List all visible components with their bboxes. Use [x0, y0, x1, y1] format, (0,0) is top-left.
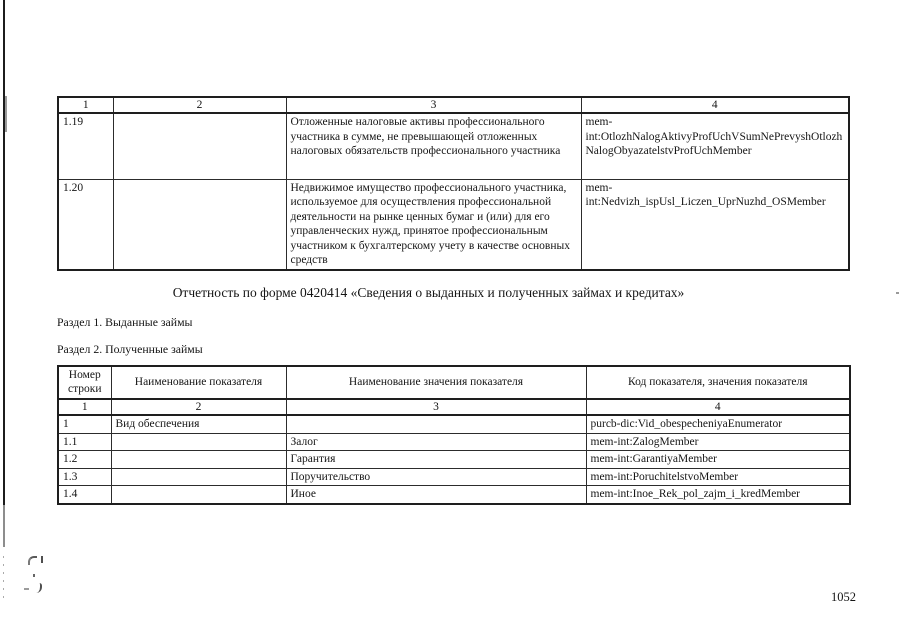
row-number-cell: 1.20	[58, 179, 113, 269]
indicator-code-cell: mem-int:Nedvizh_ispUsl_Liczen_UprNuzhd_OSMember	[581, 179, 849, 269]
section-2-heading: Раздел 2. Полученные займы	[57, 342, 203, 356]
scan-edge-dots	[3, 556, 4, 602]
row-number-cell: 1.1	[58, 433, 111, 450]
indicator-value-cell: Залог	[286, 433, 586, 450]
row-number-cell: 1.4	[58, 486, 111, 504]
indicator-value-cell: Поручительство	[286, 468, 586, 485]
col-header-row-number: Номер строки	[58, 366, 111, 399]
indicator-code-cell: mem-int:GarantiyaMember	[586, 451, 850, 468]
indicator-value-cell	[286, 415, 586, 433]
col-header-indicator-value-name: Наименование значения показателя	[286, 366, 586, 399]
column-number: 1	[58, 399, 111, 415]
indicators-table-continuation	[57, 96, 850, 271]
indicator-code-cell: mem-int:ZalogMember	[586, 433, 850, 450]
page-number: 1052	[831, 590, 856, 604]
row-number-cell: 1.3	[58, 468, 111, 485]
scan-artifact	[24, 588, 29, 590]
column-number: 2	[113, 97, 286, 113]
scan-edge-line-smudge	[5, 96, 7, 132]
col-header-indicator-name: Наименование показателя	[111, 366, 286, 399]
column-number-row	[58, 97, 849, 113]
table-row	[58, 486, 850, 504]
column-number: 4	[586, 399, 850, 415]
scan-artifact	[28, 556, 37, 565]
row-number-cell: 1	[58, 415, 111, 433]
indicator-value-cell: Гарантия	[286, 451, 586, 468]
indicator-name-cell	[113, 179, 286, 269]
form-title: Отчетность по форме 0420414 «Сведения о выданных и полученных займах и кредитах»	[172, 285, 685, 300]
column-number: 3	[286, 399, 586, 415]
section-1-heading: Раздел 1. Выданные займы	[57, 315, 193, 329]
indicator-value-cell: Отложенные налоговые активы профессионального участника в сумме, не превышающей отложенных налоговых обязательств профессионального участника	[286, 113, 581, 179]
indicators-table	[57, 365, 851, 505]
indicator-name-cell: Вид обеспечения	[111, 415, 286, 433]
table-row	[58, 468, 850, 485]
table-row	[58, 113, 849, 179]
row-number-cell: 1.2	[58, 451, 111, 468]
indicator-code-cell: mem-int:PoruchitelstvoMember	[586, 468, 850, 485]
scan-artifact	[36, 583, 42, 593]
table-row	[58, 415, 850, 433]
indicator-name-cell	[111, 433, 286, 450]
table-row	[58, 451, 850, 468]
indicator-name-cell	[111, 486, 286, 504]
indicator-value-cell: Недвижимое имущество профессионального участника, используемое для осуществления профессиональной деятельности на рынке ценных бумаг и (или) для его управленческих нужд, принятое профессиональным участником к бухгалтерскому учету в качестве основных средств	[286, 179, 581, 269]
indicator-code-cell: purcb-dic:Vid_obespecheniyaEnumerator	[586, 415, 850, 433]
header-row	[58, 366, 850, 399]
table-row	[58, 179, 849, 269]
scan-artifact	[896, 292, 899, 294]
indicator-name-cell	[111, 451, 286, 468]
column-number: 4	[581, 97, 849, 113]
column-number-row	[58, 399, 850, 415]
column-number: 3	[286, 97, 581, 113]
scan-artifact	[33, 574, 35, 577]
scan-artifact	[41, 556, 43, 563]
indicator-name-cell	[111, 468, 286, 485]
column-number: 2	[111, 399, 286, 415]
col-header-indicator-code: Код показателя, значения показателя	[586, 366, 850, 399]
indicator-name-cell	[113, 113, 286, 179]
indicator-code-cell: mem-int:Inoe_Rek_pol_zajm_i_kredMember	[586, 486, 850, 504]
scan-edge-line-tail	[3, 505, 5, 547]
indicator-value-cell: Иное	[286, 486, 586, 504]
column-number: 1	[58, 97, 113, 113]
table-row	[58, 433, 850, 450]
row-number-cell: 1.19	[58, 113, 113, 179]
scan-edge-line	[3, 0, 5, 505]
indicator-code-cell: mem-int:OtlozhNalogAktivyProfUchVSumNePrevyshOtlozhNalogObyazatelstvProfUchMember	[581, 113, 849, 179]
